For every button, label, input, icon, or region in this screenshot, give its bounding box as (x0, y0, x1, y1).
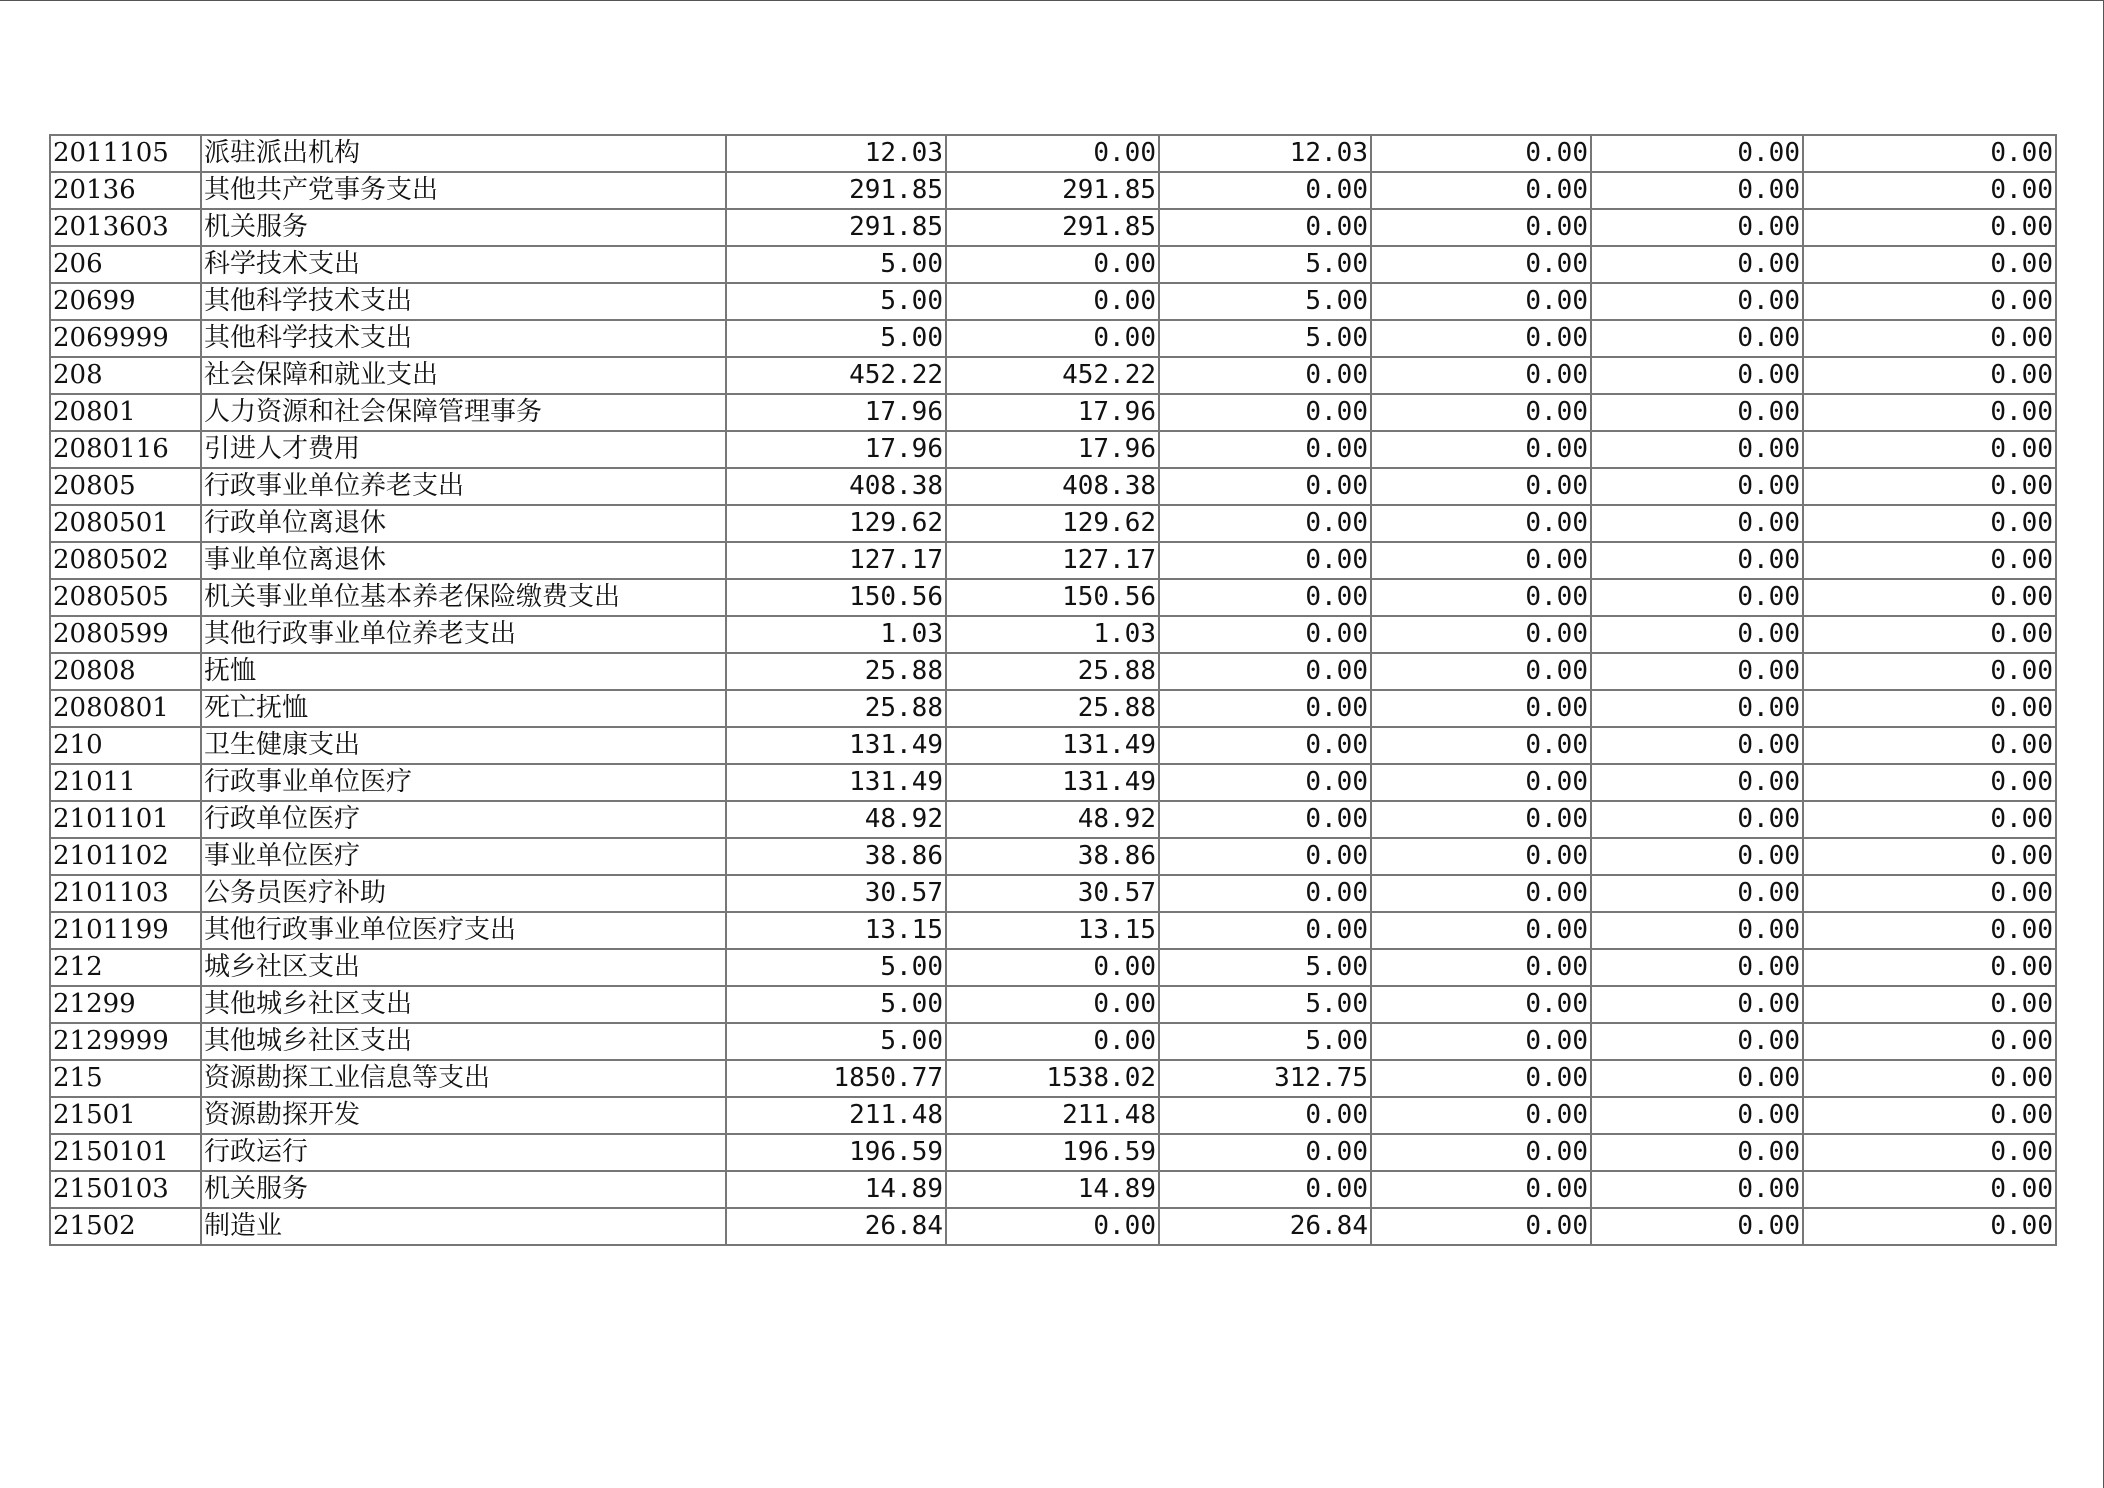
amount-cell-4: 0.00 (1371, 579, 1591, 616)
item-name-cell: 行政运行 (201, 1134, 726, 1171)
amount-cell-5: 0.00 (1591, 542, 1803, 579)
amount-cell-4: 0.00 (1371, 505, 1591, 542)
amount-cell-4: 0.00 (1371, 542, 1591, 579)
amount-cell-5: 0.00 (1591, 949, 1803, 986)
amount-cell-6: 0.00 (1803, 579, 2056, 616)
amount-cell-1: 1850.77 (726, 1060, 946, 1097)
amount-cell-5: 0.00 (1591, 283, 1803, 320)
code-cell: 2013603 (50, 209, 201, 246)
amount-cell-5: 0.00 (1591, 431, 1803, 468)
amount-cell-5: 0.00 (1591, 1023, 1803, 1060)
code-cell: 20801 (50, 394, 201, 431)
table-row (50, 690, 2056, 727)
amount-cell-2: 129.62 (946, 505, 1159, 542)
amount-cell-3: 0.00 (1159, 505, 1371, 542)
code-cell: 215 (50, 1060, 201, 1097)
amount-cell-6: 0.00 (1803, 246, 2056, 283)
table-row (50, 1023, 2056, 1060)
item-name-cell: 人力资源和社会保障管理事务 (201, 394, 726, 431)
amount-cell-2: 196.59 (946, 1134, 1159, 1171)
item-name-cell: 资源勘探开发 (201, 1097, 726, 1134)
amount-cell-1: 14.89 (726, 1171, 946, 1208)
item-name-cell: 机关事业单位基本养老保险缴费支出 (201, 579, 726, 616)
amount-cell-3: 0.00 (1159, 1134, 1371, 1171)
amount-cell-3: 0.00 (1159, 653, 1371, 690)
amount-cell-3: 0.00 (1159, 172, 1371, 209)
amount-cell-4: 0.00 (1371, 764, 1591, 801)
amount-cell-3: 5.00 (1159, 949, 1371, 986)
amount-cell-4: 0.00 (1371, 283, 1591, 320)
item-name-cell: 行政单位离退休 (201, 505, 726, 542)
amount-cell-6: 0.00 (1803, 505, 2056, 542)
amount-cell-5: 0.00 (1591, 838, 1803, 875)
code-cell: 2101103 (50, 875, 201, 912)
amount-cell-2: 25.88 (946, 690, 1159, 727)
amount-cell-6: 0.00 (1803, 283, 2056, 320)
code-cell: 2080116 (50, 431, 201, 468)
amount-cell-5: 0.00 (1591, 468, 1803, 505)
code-cell: 2101102 (50, 838, 201, 875)
amount-cell-3: 0.00 (1159, 579, 1371, 616)
amount-cell-1: 13.15 (726, 912, 946, 949)
amount-cell-6: 0.00 (1803, 1060, 2056, 1097)
amount-cell-6: 0.00 (1803, 764, 2056, 801)
table-body (50, 135, 2056, 1245)
amount-cell-1: 26.84 (726, 1208, 946, 1245)
amount-cell-2: 0.00 (946, 1023, 1159, 1060)
code-cell: 206 (50, 246, 201, 283)
table-row (50, 764, 2056, 801)
item-name-cell: 公务员医疗补助 (201, 875, 726, 912)
amount-cell-1: 48.92 (726, 801, 946, 838)
amount-cell-6: 0.00 (1803, 320, 2056, 357)
amount-cell-4: 0.00 (1371, 690, 1591, 727)
amount-cell-5: 0.00 (1591, 172, 1803, 209)
amount-cell-3: 0.00 (1159, 912, 1371, 949)
code-cell: 20808 (50, 653, 201, 690)
item-name-cell: 事业单位离退休 (201, 542, 726, 579)
amount-cell-3: 0.00 (1159, 394, 1371, 431)
code-cell: 2080502 (50, 542, 201, 579)
amount-cell-1: 150.56 (726, 579, 946, 616)
amount-cell-4: 0.00 (1371, 320, 1591, 357)
item-name-cell: 资源勘探工业信息等支出 (201, 1060, 726, 1097)
amount-cell-2: 14.89 (946, 1171, 1159, 1208)
amount-cell-5: 0.00 (1591, 912, 1803, 949)
amount-cell-6: 0.00 (1803, 875, 2056, 912)
amount-cell-6: 0.00 (1803, 616, 2056, 653)
amount-cell-5: 0.00 (1591, 690, 1803, 727)
table-row (50, 394, 2056, 431)
amount-cell-5: 0.00 (1591, 1171, 1803, 1208)
amount-cell-4: 0.00 (1371, 875, 1591, 912)
amount-cell-6: 0.00 (1803, 135, 2056, 172)
amount-cell-3: 26.84 (1159, 1208, 1371, 1245)
amount-cell-4: 0.00 (1371, 394, 1591, 431)
table-row (50, 1060, 2056, 1097)
table-row (50, 653, 2056, 690)
item-name-cell: 抚恤 (201, 653, 726, 690)
amount-cell-2: 0.00 (946, 949, 1159, 986)
amount-cell-6: 0.00 (1803, 653, 2056, 690)
amount-cell-6: 0.00 (1803, 986, 2056, 1023)
amount-cell-3: 0.00 (1159, 838, 1371, 875)
amount-cell-3: 0.00 (1159, 1171, 1371, 1208)
table-row (50, 1208, 2056, 1245)
amount-cell-5: 0.00 (1591, 727, 1803, 764)
amount-cell-3: 5.00 (1159, 320, 1371, 357)
amount-cell-6: 0.00 (1803, 357, 2056, 394)
amount-cell-2: 452.22 (946, 357, 1159, 394)
code-cell: 2150103 (50, 1171, 201, 1208)
table-row (50, 727, 2056, 764)
amount-cell-5: 0.00 (1591, 801, 1803, 838)
amount-cell-4: 0.00 (1371, 986, 1591, 1023)
code-cell: 21502 (50, 1208, 201, 1245)
table-row (50, 431, 2056, 468)
item-name-cell: 其他行政事业单位医疗支出 (201, 912, 726, 949)
amount-cell-1: 5.00 (726, 283, 946, 320)
amount-cell-4: 0.00 (1371, 209, 1591, 246)
amount-cell-3: 312.75 (1159, 1060, 1371, 1097)
item-name-cell: 其他城乡社区支出 (201, 986, 726, 1023)
item-name-cell: 行政单位医疗 (201, 801, 726, 838)
table-row (50, 579, 2056, 616)
amount-cell-4: 0.00 (1371, 801, 1591, 838)
amount-cell-2: 17.96 (946, 431, 1159, 468)
amount-cell-5: 0.00 (1591, 1134, 1803, 1171)
page-edge-top (0, 0, 2104, 1)
amount-cell-4: 0.00 (1371, 1060, 1591, 1097)
code-cell: 210 (50, 727, 201, 764)
amount-cell-4: 0.00 (1371, 1171, 1591, 1208)
amount-cell-2: 17.96 (946, 394, 1159, 431)
table-row (50, 801, 2056, 838)
amount-cell-5: 0.00 (1591, 246, 1803, 283)
amount-cell-3: 0.00 (1159, 875, 1371, 912)
amount-cell-2: 291.85 (946, 209, 1159, 246)
code-cell: 2129999 (50, 1023, 201, 1060)
amount-cell-4: 0.00 (1371, 1208, 1591, 1245)
code-cell: 2101199 (50, 912, 201, 949)
amount-cell-4: 0.00 (1371, 727, 1591, 764)
amount-cell-5: 0.00 (1591, 209, 1803, 246)
amount-cell-5: 0.00 (1591, 653, 1803, 690)
amount-cell-2: 211.48 (946, 1097, 1159, 1134)
table-row (50, 616, 2056, 653)
amount-cell-1: 452.22 (726, 357, 946, 394)
amount-cell-3: 0.00 (1159, 616, 1371, 653)
amount-cell-2: 127.17 (946, 542, 1159, 579)
amount-cell-3: 0.00 (1159, 764, 1371, 801)
amount-cell-5: 0.00 (1591, 505, 1803, 542)
code-cell: 21011 (50, 764, 201, 801)
amount-cell-1: 5.00 (726, 320, 946, 357)
amount-cell-4: 0.00 (1371, 1134, 1591, 1171)
amount-cell-1: 291.85 (726, 172, 946, 209)
item-name-cell: 社会保障和就业支出 (201, 357, 726, 394)
amount-cell-3: 12.03 (1159, 135, 1371, 172)
budget-table (49, 134, 2057, 1246)
amount-cell-4: 0.00 (1371, 135, 1591, 172)
table-row (50, 1134, 2056, 1171)
amount-cell-3: 5.00 (1159, 986, 1371, 1023)
amount-cell-1: 1.03 (726, 616, 946, 653)
item-name-cell: 事业单位医疗 (201, 838, 726, 875)
amount-cell-6: 0.00 (1803, 801, 2056, 838)
amount-cell-4: 0.00 (1371, 949, 1591, 986)
table-row (50, 468, 2056, 505)
amount-cell-2: 131.49 (946, 727, 1159, 764)
code-cell: 212 (50, 949, 201, 986)
amount-cell-3: 5.00 (1159, 283, 1371, 320)
table-row (50, 135, 2056, 172)
amount-cell-1: 127.17 (726, 542, 946, 579)
amount-cell-3: 0.00 (1159, 468, 1371, 505)
amount-cell-2: 131.49 (946, 764, 1159, 801)
amount-cell-6: 0.00 (1803, 394, 2056, 431)
table-row (50, 246, 2056, 283)
code-cell: 2080505 (50, 579, 201, 616)
code-cell: 208 (50, 357, 201, 394)
amount-cell-2: 0.00 (946, 986, 1159, 1023)
amount-cell-6: 0.00 (1803, 1208, 2056, 1245)
amount-cell-1: 38.86 (726, 838, 946, 875)
table-row (50, 1097, 2056, 1134)
amount-cell-5: 0.00 (1591, 579, 1803, 616)
item-name-cell: 引进人才费用 (201, 431, 726, 468)
item-name-cell: 制造业 (201, 1208, 726, 1245)
item-name-cell: 行政事业单位医疗 (201, 764, 726, 801)
amount-cell-6: 0.00 (1803, 727, 2056, 764)
amount-cell-3: 0.00 (1159, 357, 1371, 394)
amount-cell-5: 0.00 (1591, 875, 1803, 912)
amount-cell-3: 0.00 (1159, 801, 1371, 838)
amount-cell-6: 0.00 (1803, 542, 2056, 579)
amount-cell-1: 5.00 (726, 1023, 946, 1060)
amount-cell-5: 0.00 (1591, 764, 1803, 801)
code-cell: 2080801 (50, 690, 201, 727)
amount-cell-6: 0.00 (1803, 209, 2056, 246)
amount-cell-2: 291.85 (946, 172, 1159, 209)
amount-cell-4: 0.00 (1371, 838, 1591, 875)
item-name-cell: 其他城乡社区支出 (201, 1023, 726, 1060)
amount-cell-6: 0.00 (1803, 838, 2056, 875)
amount-cell-6: 0.00 (1803, 949, 2056, 986)
code-cell: 21501 (50, 1097, 201, 1134)
amount-cell-2: 0.00 (946, 246, 1159, 283)
amount-cell-5: 0.00 (1591, 616, 1803, 653)
amount-cell-4: 0.00 (1371, 246, 1591, 283)
amount-cell-4: 0.00 (1371, 357, 1591, 394)
amount-cell-1: 30.57 (726, 875, 946, 912)
amount-cell-5: 0.00 (1591, 1208, 1803, 1245)
table-row (50, 875, 2056, 912)
amount-cell-4: 0.00 (1371, 653, 1591, 690)
amount-cell-2: 1.03 (946, 616, 1159, 653)
item-name-cell: 死亡抚恤 (201, 690, 726, 727)
amount-cell-2: 38.86 (946, 838, 1159, 875)
amount-cell-1: 5.00 (726, 986, 946, 1023)
amount-cell-6: 0.00 (1803, 912, 2056, 949)
amount-cell-1: 196.59 (726, 1134, 946, 1171)
amount-cell-3: 0.00 (1159, 209, 1371, 246)
item-name-cell: 其他科学技术支出 (201, 283, 726, 320)
amount-cell-1: 17.96 (726, 394, 946, 431)
amount-cell-3: 0.00 (1159, 727, 1371, 764)
amount-cell-3: 0.00 (1159, 690, 1371, 727)
amount-cell-4: 0.00 (1371, 172, 1591, 209)
item-name-cell: 机关服务 (201, 209, 726, 246)
code-cell: 21299 (50, 986, 201, 1023)
amount-cell-2: 30.57 (946, 875, 1159, 912)
table-row (50, 912, 2056, 949)
amount-cell-1: 25.88 (726, 690, 946, 727)
amount-cell-4: 0.00 (1371, 468, 1591, 505)
amount-cell-1: 408.38 (726, 468, 946, 505)
amount-cell-2: 0.00 (946, 135, 1159, 172)
amount-cell-4: 0.00 (1371, 1023, 1591, 1060)
amount-cell-6: 0.00 (1803, 431, 2056, 468)
amount-cell-6: 0.00 (1803, 468, 2056, 505)
code-cell: 2080501 (50, 505, 201, 542)
amount-cell-2: 408.38 (946, 468, 1159, 505)
item-name-cell: 科学技术支出 (201, 246, 726, 283)
amount-cell-1: 129.62 (726, 505, 946, 542)
amount-cell-5: 0.00 (1591, 394, 1803, 431)
amount-cell-6: 0.00 (1803, 690, 2056, 727)
code-cell: 20805 (50, 468, 201, 505)
amount-cell-3: 5.00 (1159, 1023, 1371, 1060)
amount-cell-2: 25.88 (946, 653, 1159, 690)
amount-cell-6: 0.00 (1803, 172, 2056, 209)
amount-cell-5: 0.00 (1591, 986, 1803, 1023)
amount-cell-5: 0.00 (1591, 1097, 1803, 1134)
code-cell: 20699 (50, 283, 201, 320)
item-name-cell: 城乡社区支出 (201, 949, 726, 986)
code-cell: 2150101 (50, 1134, 201, 1171)
amount-cell-3: 5.00 (1159, 246, 1371, 283)
amount-cell-4: 0.00 (1371, 1097, 1591, 1134)
amount-cell-3: 0.00 (1159, 431, 1371, 468)
amount-cell-5: 0.00 (1591, 320, 1803, 357)
table-row (50, 172, 2056, 209)
amount-cell-1: 131.49 (726, 727, 946, 764)
amount-cell-2: 150.56 (946, 579, 1159, 616)
table-row (50, 542, 2056, 579)
amount-cell-6: 0.00 (1803, 1097, 2056, 1134)
code-cell: 2080599 (50, 616, 201, 653)
amount-cell-6: 0.00 (1803, 1171, 2056, 1208)
item-name-cell: 其他共产党事务支出 (201, 172, 726, 209)
table-row (50, 357, 2056, 394)
amount-cell-1: 211.48 (726, 1097, 946, 1134)
item-name-cell: 其他科学技术支出 (201, 320, 726, 357)
amount-cell-5: 0.00 (1591, 135, 1803, 172)
amount-cell-3: 0.00 (1159, 1097, 1371, 1134)
item-name-cell: 卫生健康支出 (201, 727, 726, 764)
amount-cell-1: 12.03 (726, 135, 946, 172)
amount-cell-4: 0.00 (1371, 616, 1591, 653)
amount-cell-6: 0.00 (1803, 1023, 2056, 1060)
table-row (50, 1171, 2056, 1208)
amount-cell-4: 0.00 (1371, 431, 1591, 468)
table-row (50, 505, 2056, 542)
amount-cell-1: 131.49 (726, 764, 946, 801)
amount-cell-4: 0.00 (1371, 912, 1591, 949)
code-cell: 2069999 (50, 320, 201, 357)
amount-cell-2: 0.00 (946, 283, 1159, 320)
table-row (50, 949, 2056, 986)
amount-cell-6: 0.00 (1803, 1134, 2056, 1171)
code-cell: 2101101 (50, 801, 201, 838)
code-cell: 2011105 (50, 135, 201, 172)
amount-cell-1: 5.00 (726, 246, 946, 283)
amount-cell-5: 0.00 (1591, 357, 1803, 394)
amount-cell-2: 48.92 (946, 801, 1159, 838)
item-name-cell: 其他行政事业单位养老支出 (201, 616, 726, 653)
table-row (50, 209, 2056, 246)
amount-cell-2: 1538.02 (946, 1060, 1159, 1097)
amount-cell-5: 0.00 (1591, 1060, 1803, 1097)
table-row (50, 986, 2056, 1023)
amount-cell-1: 25.88 (726, 653, 946, 690)
amount-cell-3: 0.00 (1159, 542, 1371, 579)
amount-cell-2: 0.00 (946, 1208, 1159, 1245)
amount-cell-1: 5.00 (726, 949, 946, 986)
table-row (50, 838, 2056, 875)
code-cell: 20136 (50, 172, 201, 209)
table-row (50, 320, 2056, 357)
amount-cell-2: 0.00 (946, 320, 1159, 357)
table-row (50, 283, 2056, 320)
item-name-cell: 派驻派出机构 (201, 135, 726, 172)
amount-cell-1: 17.96 (726, 431, 946, 468)
amount-cell-1: 291.85 (726, 209, 946, 246)
amount-cell-2: 13.15 (946, 912, 1159, 949)
item-name-cell: 行政事业单位养老支出 (201, 468, 726, 505)
item-name-cell: 机关服务 (201, 1171, 726, 1208)
